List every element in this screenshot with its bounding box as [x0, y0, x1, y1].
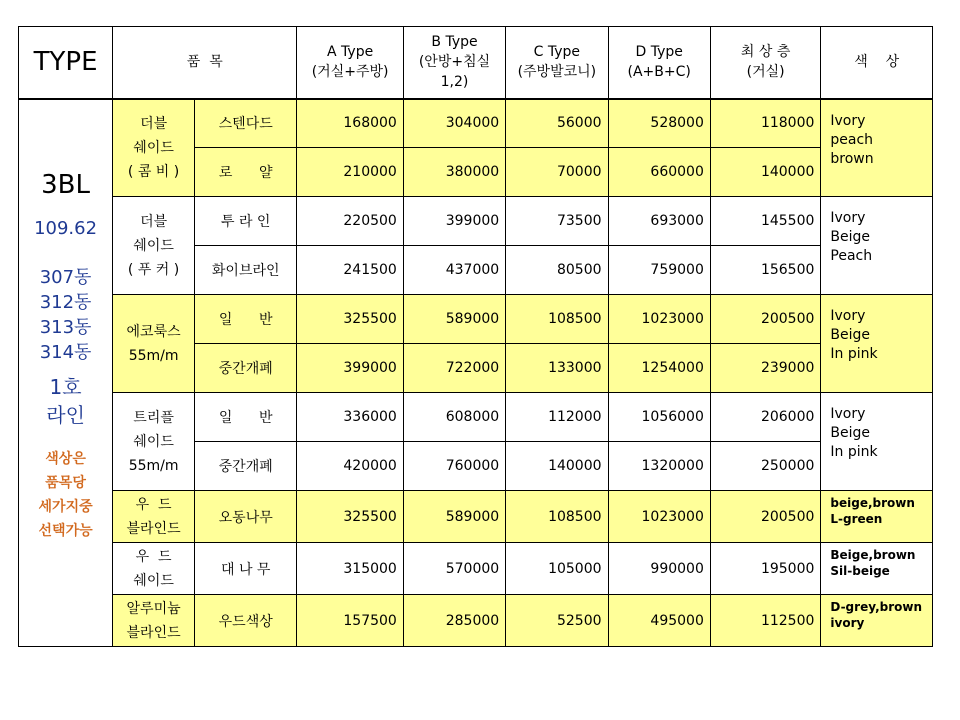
price-c: 108500: [506, 491, 608, 543]
item-name: 더블 쉐이드 ( 콤 비 ): [113, 99, 195, 197]
sub-item: 중간개폐: [195, 344, 297, 393]
table-row: [19, 295, 933, 344]
price-top: 156500: [710, 246, 821, 295]
price-b: 589000: [403, 491, 505, 543]
sub-item: 중간개폐: [195, 442, 297, 491]
price-c: 56000: [506, 99, 608, 148]
item-name: 알루미늄 블라인드: [113, 595, 195, 647]
price-d: 990000: [608, 543, 710, 595]
price-top: 145500: [710, 197, 821, 246]
price-c: 133000: [506, 344, 608, 393]
table-row: [19, 491, 933, 543]
price-d: 1056000: [608, 393, 710, 442]
table-row: [19, 99, 933, 148]
sub-item: 우드색상: [195, 595, 297, 647]
sub-item: 일 반: [195, 295, 297, 344]
item-name: 더블 쉐이드 ( 푸 커 ): [113, 197, 195, 295]
price-d: 759000: [608, 246, 710, 295]
price-top: 195000: [710, 543, 821, 595]
price-top: 239000: [710, 344, 821, 393]
price-a: 336000: [297, 393, 403, 442]
building-list: 307동 312동 313동 314동: [39, 266, 92, 363]
price-a: 210000: [297, 148, 403, 197]
price-b: 437000: [403, 246, 505, 295]
type-header: TYPE: [19, 27, 113, 99]
price-top: 112500: [710, 595, 821, 647]
price-b: 722000: [403, 344, 505, 393]
line-label: 1호 라인: [46, 374, 85, 427]
sub-item: 화이브라인: [195, 246, 297, 295]
price-b: 570000: [403, 543, 505, 595]
table-row: [19, 197, 933, 246]
price-c: 52500: [506, 595, 608, 647]
price-d: 1023000: [608, 491, 710, 543]
item-name: 에코룩스 55m/m: [113, 295, 195, 393]
header-row: [19, 27, 933, 99]
price-d: 693000: [608, 197, 710, 246]
price-b: 380000: [403, 148, 505, 197]
price-a: 420000: [297, 442, 403, 491]
c-type-header: C Type (주방발코니): [506, 27, 608, 99]
price-c: 80500: [506, 246, 608, 295]
color-options: Ivory Beige In pink: [821, 295, 933, 393]
area-value: 109.62: [34, 217, 98, 239]
color-note: 색상은 품목당 세가지중 선택가능: [38, 450, 93, 539]
price-b: 760000: [403, 442, 505, 491]
price-d: 495000: [608, 595, 710, 647]
price-a: 315000: [297, 543, 403, 595]
color-options: D-grey,brown ivory: [821, 595, 933, 647]
table-row: [19, 393, 933, 442]
color-options: Beige,brown Sil-beige: [821, 543, 933, 595]
sub-item: 투 라 인: [195, 197, 297, 246]
item-name: 우 드 쉐이드: [113, 543, 195, 595]
sub-item: 로 얄: [195, 148, 297, 197]
a-type-header: A Type (거실+주방): [297, 27, 403, 99]
sub-item: 대 나 무: [195, 543, 297, 595]
price-top: 206000: [710, 393, 821, 442]
price-b: 399000: [403, 197, 505, 246]
price-d: 660000: [608, 148, 710, 197]
price-c: 112000: [506, 393, 608, 442]
color-header: 색 상: [821, 27, 933, 99]
price-c: 70000: [506, 148, 608, 197]
table-row: [19, 543, 933, 595]
sub-item: 오동나무: [195, 491, 297, 543]
price-a: 157500: [297, 595, 403, 647]
table-row: [19, 595, 933, 647]
price-c: 140000: [506, 442, 608, 491]
price-d: 1023000: [608, 295, 710, 344]
price-c: 105000: [506, 543, 608, 595]
b-type-header: B Type (안방+침실 1,2): [403, 27, 505, 99]
price-a: 325500: [297, 491, 403, 543]
price-b: 285000: [403, 595, 505, 647]
price-a: 168000: [297, 99, 403, 148]
price-top: 250000: [710, 442, 821, 491]
price-d: 1320000: [608, 442, 710, 491]
item-header: 품 목: [113, 27, 297, 99]
color-options: Ivory peach brown: [821, 99, 933, 197]
item-name: 우 드 블라인드: [113, 491, 195, 543]
price-a: 241500: [297, 246, 403, 295]
d-type-header: D Type (A+B+C): [608, 27, 710, 99]
price-c: 108500: [506, 295, 608, 344]
price-top: 118000: [710, 99, 821, 148]
price-b: 608000: [403, 393, 505, 442]
color-options: beige,brown L-green: [821, 491, 933, 543]
price-c: 73500: [506, 197, 608, 246]
sub-item: 일 반: [195, 393, 297, 442]
price-top: 200500: [710, 295, 821, 344]
price-a: 220500: [297, 197, 403, 246]
item-name: 트리플 쉐이드 55m/m: [113, 393, 195, 491]
price-b: 304000: [403, 99, 505, 148]
price-a: 399000: [297, 344, 403, 393]
price-a: 325500: [297, 295, 403, 344]
top-floor-header: 최 상 층 (거실): [710, 27, 821, 99]
price-top: 200500: [710, 491, 821, 543]
color-options: Ivory Beige In pink: [821, 393, 933, 491]
price-table: [18, 26, 933, 647]
price-d: 528000: [608, 99, 710, 148]
price-d: 1254000: [608, 344, 710, 393]
sub-item: 스텐다드: [195, 99, 297, 148]
price-b: 589000: [403, 295, 505, 344]
color-options: Ivory Beige Peach: [821, 197, 933, 295]
type-column: [19, 99, 113, 647]
price-top: 140000: [710, 148, 821, 197]
block-type: 3BL: [41, 169, 91, 200]
